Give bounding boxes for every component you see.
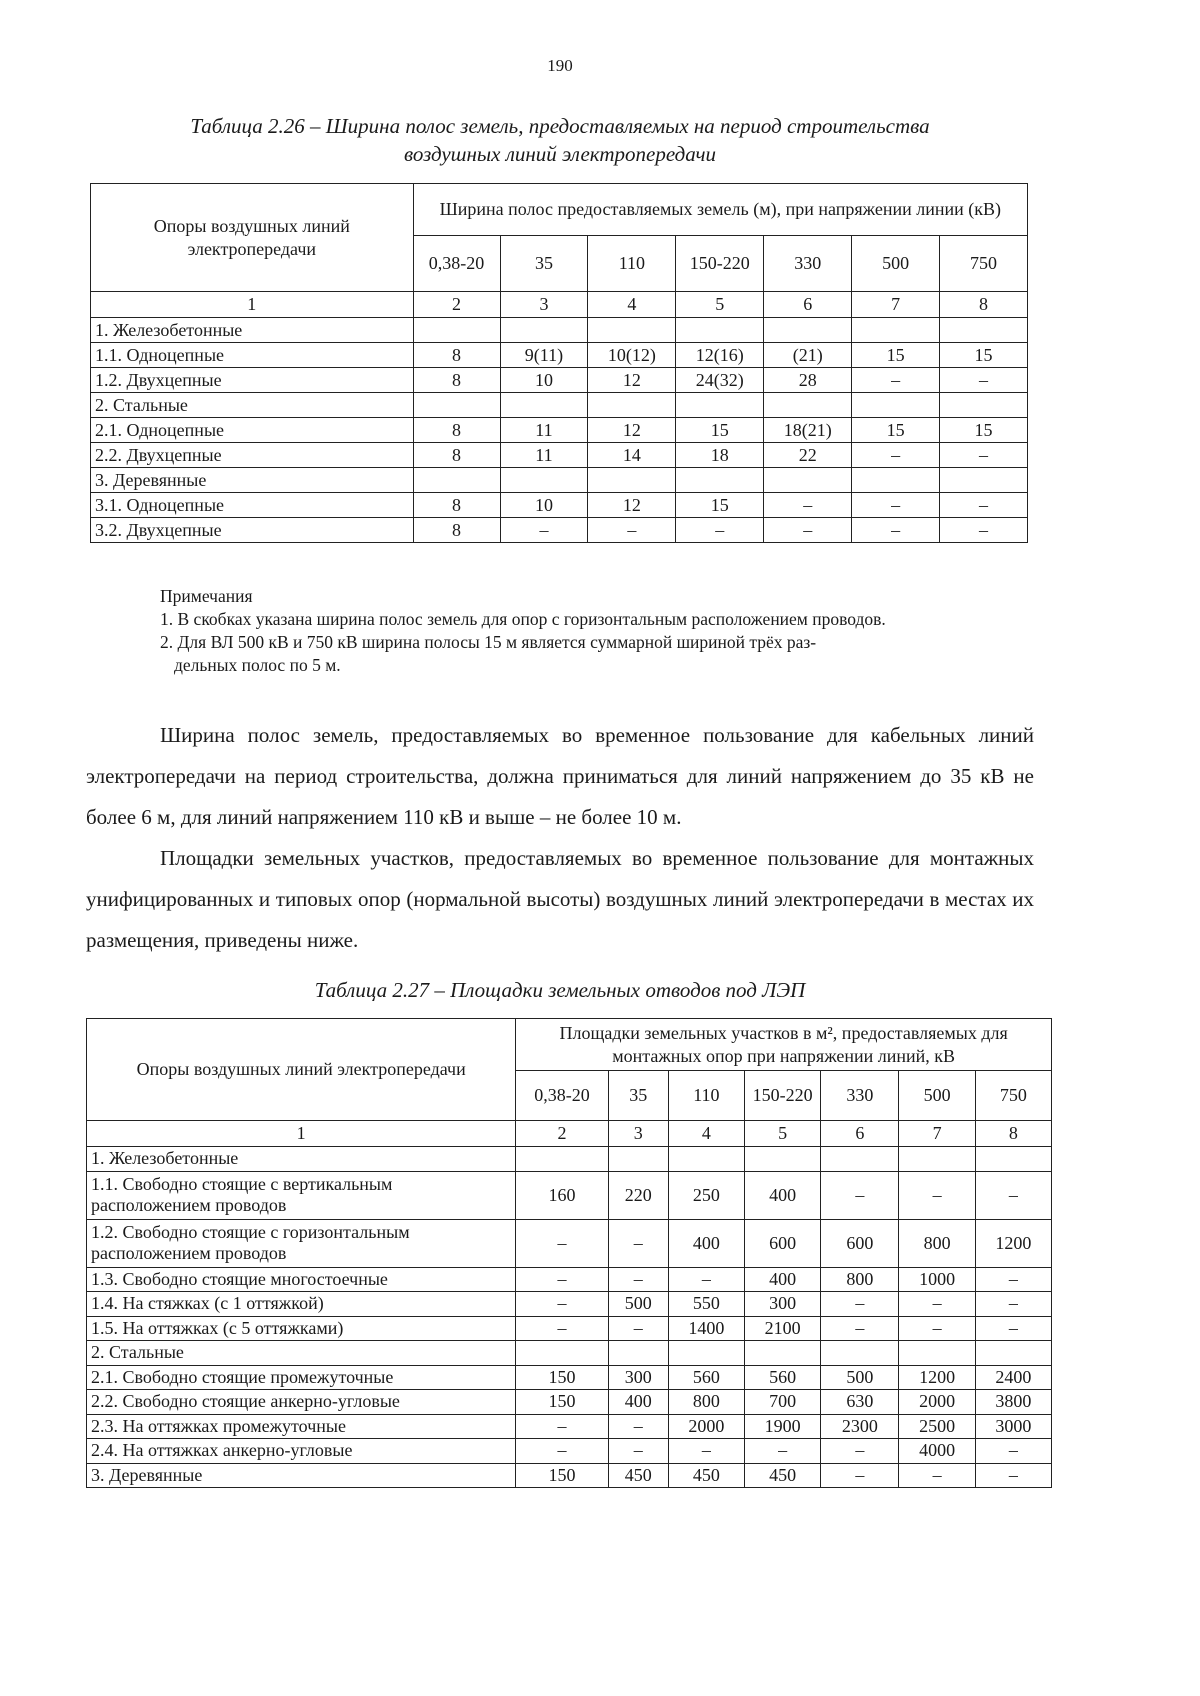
table-cell: – [608, 1414, 668, 1439]
body-text [86, 715, 1034, 961]
column-number: 7 [852, 292, 940, 318]
table-cell: – [940, 443, 1028, 468]
column-number: 7 [899, 1121, 975, 1147]
note-1: 1. В скобках указана ширина полос земель для опор с горизонтальным расположением проводов. [160, 609, 886, 629]
voltage-header: 750 [940, 236, 1028, 292]
table-cell: 250 [668, 1171, 744, 1219]
table-row [87, 1316, 1052, 1341]
table-row [87, 1267, 1052, 1292]
table-cell: – [821, 1316, 899, 1341]
table-cell: 2300 [821, 1414, 899, 1439]
table-cell: 15 [676, 418, 764, 443]
column-number: 1 [87, 1121, 516, 1147]
table-cell: 600 [745, 1219, 821, 1267]
table-cell: 300 [608, 1365, 668, 1390]
voltage-header: 0,38-20 [516, 1071, 608, 1121]
table-cell: 1900 [745, 1414, 821, 1439]
voltage-header: 150-220 [676, 236, 764, 292]
voltage-header: 500 [852, 236, 940, 292]
table-cell: – [975, 1463, 1051, 1488]
table2-header-group: Площадки земельных участков в м², предоставляемых для монтажных опор при напряжении линий, кВ [516, 1019, 1052, 1071]
table-cell: 400 [745, 1171, 821, 1219]
voltage-header: 35 [608, 1071, 668, 1121]
table-cell [676, 393, 764, 418]
table-cell [676, 468, 764, 493]
table-cell: 8 [413, 443, 500, 468]
table-cell: (21) [764, 343, 852, 368]
table-cell: – [668, 1439, 744, 1464]
table-cell: 8 [413, 518, 500, 543]
table-cell: – [899, 1463, 975, 1488]
voltage-header: 35 [500, 236, 588, 292]
table-cell: – [516, 1316, 608, 1341]
table-cell [899, 1147, 975, 1172]
table-cell: – [588, 518, 676, 543]
row-label: 2.3. На оттяжках промежуточные [87, 1414, 516, 1439]
table-cell [516, 1341, 608, 1366]
table-cell: 500 [821, 1365, 899, 1390]
column-number: 8 [940, 292, 1028, 318]
table-row [91, 368, 1028, 393]
table-cell: – [940, 368, 1028, 393]
table-row [87, 1463, 1052, 1488]
table-cell: 800 [668, 1390, 744, 1415]
table-cell: – [516, 1267, 608, 1292]
table-cell: 8 [413, 418, 500, 443]
table1-notes [86, 585, 1034, 677]
table-cell: 160 [516, 1171, 608, 1219]
table-row [87, 1390, 1052, 1415]
table2 [86, 1018, 1052, 1488]
table-cell: 3000 [975, 1414, 1051, 1439]
row-label: 2.1. Одноцепные [91, 418, 414, 443]
table-row [91, 443, 1028, 468]
table-cell: 500 [608, 1292, 668, 1317]
table-cell: – [516, 1292, 608, 1317]
table-cell [413, 393, 500, 418]
voltage-header: 500 [899, 1071, 975, 1121]
table-cell: 800 [821, 1267, 899, 1292]
table-cell: 1200 [975, 1219, 1051, 1267]
voltage-header: 150-220 [745, 1071, 821, 1121]
table-cell: 14 [588, 443, 676, 468]
table1-caption [90, 112, 1030, 168]
table-cell [940, 468, 1028, 493]
column-number: 3 [500, 292, 588, 318]
table-cell: 630 [821, 1390, 899, 1415]
table1-caption-line1: Таблица 2.26 – Ширина полос земель, предоставляемых на период строительства [190, 114, 930, 138]
column-number: 6 [821, 1121, 899, 1147]
table-row [91, 343, 1028, 368]
note-2-line1: 2. Для ВЛ 500 кВ и 750 кВ ширина полосы 15 м является суммарной шириной трёх раз- [160, 632, 817, 652]
table-cell [821, 1341, 899, 1366]
voltage-header: 110 [668, 1071, 744, 1121]
table-cell: – [940, 518, 1028, 543]
table-cell: – [745, 1439, 821, 1464]
row-label: 3.2. Двухцепные [91, 518, 414, 543]
table-cell: 4000 [899, 1439, 975, 1464]
table2-header-col1: Опоры воздушных линий электропередачи [87, 1019, 516, 1121]
table1-header-group: Ширина полос предоставляемых земель (м), при напряжении линии (кВ) [413, 184, 1027, 236]
notes-title: Примечания [160, 586, 253, 606]
row-label: 2. Стальные [91, 393, 414, 418]
table-cell [588, 318, 676, 343]
page-number: 190 [547, 56, 573, 75]
table1-caption-line2: воздушных линий электропередачи [404, 142, 716, 166]
row-label: 2.2. Двухцепные [91, 443, 414, 468]
table-cell: – [852, 443, 940, 468]
table-cell [668, 1341, 744, 1366]
table1-header-col1: Опоры воздушных линий электропередачи [91, 184, 414, 292]
table-cell: – [975, 1292, 1051, 1317]
table-cell: 28 [764, 368, 852, 393]
table-cell: 3800 [975, 1390, 1051, 1415]
table-cell: – [821, 1439, 899, 1464]
table-cell: – [852, 368, 940, 393]
table-cell: 15 [676, 493, 764, 518]
table-cell: 15 [940, 418, 1028, 443]
row-label: 1.1. Одноцепные [91, 343, 414, 368]
table-cell: – [852, 518, 940, 543]
table-row [87, 1219, 1052, 1267]
column-number: 1 [91, 292, 414, 318]
table2-caption: Таблица 2.27 – Площадки земельных отводов под ЛЭП [314, 978, 806, 1002]
voltage-header: 750 [975, 1071, 1051, 1121]
row-label: 3.1. Одноцепные [91, 493, 414, 518]
table-cell: – [676, 518, 764, 543]
paragraph-2: Площадки земельных участков, предоставляемых во временное пользование для монтажных унифицированных и типовых опор (нормальной высоты) воздушных линий электропередачи в местах их размещения, приведены ниже. [86, 846, 1034, 952]
table-cell: 550 [668, 1292, 744, 1317]
table-cell: 220 [608, 1171, 668, 1219]
table-cell: – [516, 1219, 608, 1267]
table-cell: – [608, 1439, 668, 1464]
row-label: 2.2. Свободно стоящие анкерно-угловые [87, 1390, 516, 1415]
table-cell [975, 1147, 1051, 1172]
table-cell: 2500 [899, 1414, 975, 1439]
row-label: 2. Стальные [87, 1341, 516, 1366]
table-cell: 2000 [899, 1390, 975, 1415]
table-cell: – [608, 1316, 668, 1341]
row-label: 3. Деревянные [87, 1463, 516, 1488]
table-cell: – [516, 1414, 608, 1439]
row-label: 1.4. На стяжках (с 1 оттяжкой) [87, 1292, 516, 1317]
table-cell: – [821, 1463, 899, 1488]
table-cell [852, 393, 940, 418]
table-cell [852, 318, 940, 343]
table-cell: 1200 [899, 1365, 975, 1390]
table-cell [764, 468, 852, 493]
table-cell: 1000 [899, 1267, 975, 1292]
row-label: 1.2. Двухцепные [91, 368, 414, 393]
table-row [87, 1147, 1052, 1172]
table-cell [413, 468, 500, 493]
table-cell: – [608, 1219, 668, 1267]
table-cell [940, 318, 1028, 343]
table-cell: 2000 [668, 1414, 744, 1439]
table-cell [588, 468, 676, 493]
column-number: 4 [668, 1121, 744, 1147]
table-cell [500, 393, 588, 418]
table-cell [852, 468, 940, 493]
table-cell: 11 [500, 418, 588, 443]
table-cell: – [975, 1439, 1051, 1464]
table-cell: 8 [413, 493, 500, 518]
table-cell: – [975, 1171, 1051, 1219]
table-row [87, 1414, 1052, 1439]
table-cell: 400 [745, 1267, 821, 1292]
table-cell: 400 [608, 1390, 668, 1415]
table-cell: 8 [413, 343, 500, 368]
table-cell [588, 393, 676, 418]
table-cell: – [852, 493, 940, 518]
table-cell: 2400 [975, 1365, 1051, 1390]
table-cell [500, 468, 588, 493]
table-cell [764, 393, 852, 418]
table-row [91, 518, 1028, 543]
table-cell: 10(12) [588, 343, 676, 368]
row-label: 1.1. Свободно стоящие с вертикальным расположением проводов [87, 1171, 516, 1219]
table-cell [500, 318, 588, 343]
paragraph-1: Ширина полос земель, предоставляемых во временное пользование для кабельных линий электропередачи на период строительства, должна приниматься для линий напряжением до 35 кВ не более 6 м, для линий напряжением 110 кВ и выше – не более 10 м. [86, 723, 1034, 829]
table-cell: 22 [764, 443, 852, 468]
column-number: 2 [413, 292, 500, 318]
table-cell: – [608, 1267, 668, 1292]
table-cell: 12 [588, 368, 676, 393]
table-row [91, 393, 1028, 418]
table-row [87, 1365, 1052, 1390]
voltage-header: 0,38-20 [413, 236, 500, 292]
table-cell: 18 [676, 443, 764, 468]
column-number: 4 [588, 292, 676, 318]
table-cell: 9(11) [500, 343, 588, 368]
row-label: 1.5. На оттяжках (с 5 оттяжками) [87, 1316, 516, 1341]
table-cell [608, 1147, 668, 1172]
table-row [91, 418, 1028, 443]
table-row [87, 1171, 1052, 1219]
table-cell [516, 1147, 608, 1172]
table-cell [413, 318, 500, 343]
table-cell: – [899, 1316, 975, 1341]
table-cell: 2100 [745, 1316, 821, 1341]
table-cell: 15 [940, 343, 1028, 368]
table-cell [676, 318, 764, 343]
table-cell: – [764, 493, 852, 518]
table-cell: 12 [588, 493, 676, 518]
table1 [90, 183, 1028, 543]
table-cell: 1400 [668, 1316, 744, 1341]
table-cell: – [975, 1267, 1051, 1292]
table-cell: 300 [745, 1292, 821, 1317]
table-row [87, 1439, 1052, 1464]
table-cell [745, 1341, 821, 1366]
table-cell: 150 [516, 1390, 608, 1415]
table-cell: 700 [745, 1390, 821, 1415]
table-cell: 800 [899, 1219, 975, 1267]
table-cell [668, 1147, 744, 1172]
table-cell: – [516, 1439, 608, 1464]
table-cell: – [821, 1292, 899, 1317]
table-cell [821, 1147, 899, 1172]
table-cell: – [668, 1267, 744, 1292]
table-cell: 600 [821, 1219, 899, 1267]
column-number: 6 [764, 292, 852, 318]
table-cell [764, 318, 852, 343]
table-cell: 450 [668, 1463, 744, 1488]
table-cell: 12 [588, 418, 676, 443]
table-cell: – [764, 518, 852, 543]
table-cell: – [899, 1171, 975, 1219]
table-cell: 560 [745, 1365, 821, 1390]
table-row [87, 1341, 1052, 1366]
row-label: 2.1. Свободно стоящие промежуточные [87, 1365, 516, 1390]
row-label: 1.3. Свободно стоящие многостоечные [87, 1267, 516, 1292]
table-cell: 560 [668, 1365, 744, 1390]
table-cell: 150 [516, 1463, 608, 1488]
row-label: 1.2. Свободно стоящие с горизонтальным расположением проводов [87, 1219, 516, 1267]
table-row [91, 318, 1028, 343]
column-number: 8 [975, 1121, 1051, 1147]
column-number: 5 [745, 1121, 821, 1147]
table-cell [745, 1147, 821, 1172]
note-2-line2: дельных полос по 5 м. [174, 655, 341, 675]
table-cell: 12(16) [676, 343, 764, 368]
table-row [87, 1292, 1052, 1317]
table-cell: 150 [516, 1365, 608, 1390]
table-cell: – [899, 1292, 975, 1317]
table-cell: – [975, 1316, 1051, 1341]
table-cell: 8 [413, 368, 500, 393]
table-cell: 400 [668, 1219, 744, 1267]
table-cell: 15 [852, 343, 940, 368]
table-cell [975, 1341, 1051, 1366]
table-cell: 24(32) [676, 368, 764, 393]
table-cell: 450 [608, 1463, 668, 1488]
row-label: 1. Железобетонные [87, 1147, 516, 1172]
table-cell: – [940, 493, 1028, 518]
row-label: 2.4. На оттяжках анкерно-угловые [87, 1439, 516, 1464]
row-label: 1. Железобетонные [91, 318, 414, 343]
column-number: 3 [608, 1121, 668, 1147]
table-cell: – [821, 1171, 899, 1219]
voltage-header: 330 [821, 1071, 899, 1121]
table-row [91, 493, 1028, 518]
voltage-header: 110 [588, 236, 676, 292]
column-number: 2 [516, 1121, 608, 1147]
table-cell: 18(21) [764, 418, 852, 443]
table-cell: – [500, 518, 588, 543]
table-row [91, 468, 1028, 493]
table-cell: 15 [852, 418, 940, 443]
table-cell: 450 [745, 1463, 821, 1488]
table-cell [899, 1341, 975, 1366]
table-cell: 10 [500, 368, 588, 393]
table-cell [608, 1341, 668, 1366]
table-cell: 10 [500, 493, 588, 518]
table-cell: 11 [500, 443, 588, 468]
table-cell [940, 393, 1028, 418]
voltage-header: 330 [764, 236, 852, 292]
row-label: 3. Деревянные [91, 468, 414, 493]
column-number: 5 [676, 292, 764, 318]
